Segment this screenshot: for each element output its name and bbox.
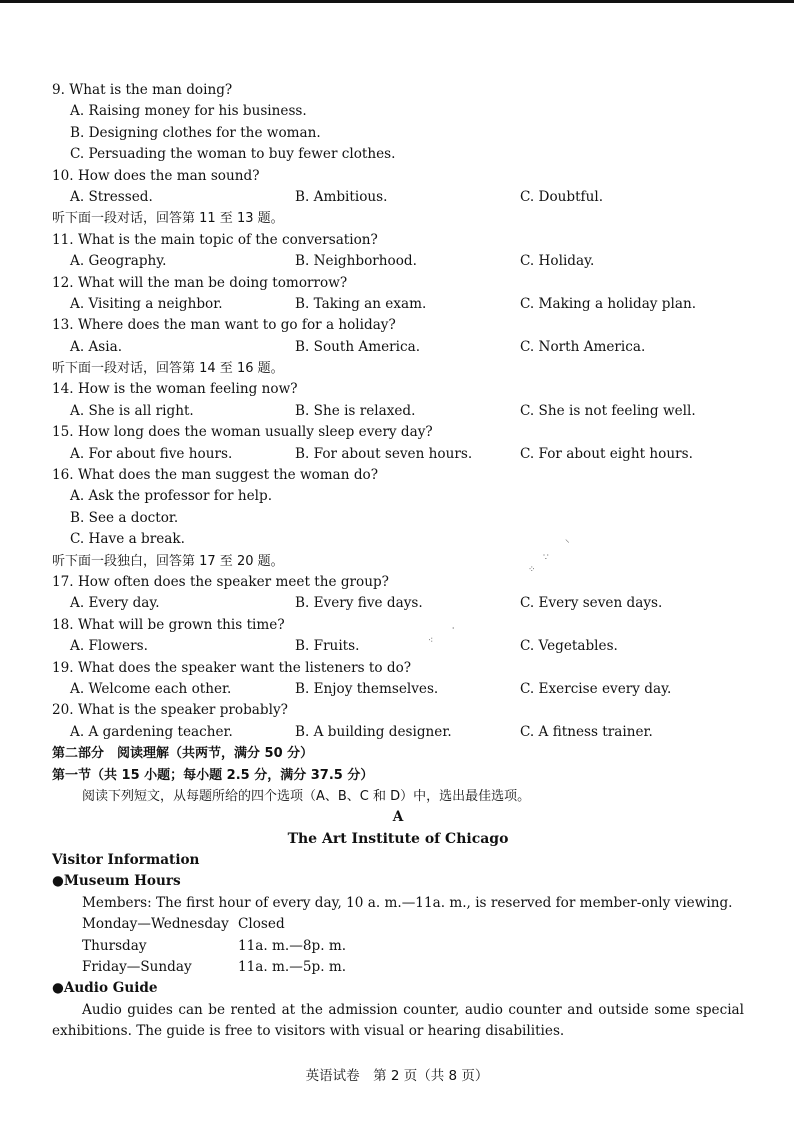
question-9-option-b: B. Designing clothes for the woman. — [70, 124, 321, 141]
question-10-stem: 10. How does the man sound? — [52, 167, 260, 184]
scan-speck: ∵ — [543, 553, 549, 563]
option-b: B. Neighborhood. — [295, 253, 417, 270]
question-11-stem: 11. What is the main topic of the conversation? — [52, 231, 378, 248]
question-16-option-c: C. Have a break. — [70, 531, 185, 548]
option-b: B. Every five days. — [295, 595, 423, 612]
instruction-17-20: 听下面一段独白，回答第 17 至 20 题。 — [52, 553, 284, 569]
question-11-options — [52, 251, 744, 272]
question-19-stem: 19. What does the speaker want the listeners to do? — [52, 659, 412, 676]
hours-day: Thursday — [82, 937, 147, 954]
option-a: A. Asia. — [70, 338, 123, 355]
question-12-options — [52, 294, 744, 315]
instruction-14-16: 听下面一段对话，回答第 14 至 16 题。 — [52, 361, 284, 377]
top-border-line — [0, 0, 794, 3]
hours-day: Monday—Wednesday — [82, 916, 229, 933]
option-b: B. A building designer. — [295, 723, 452, 740]
hours-time: 11a. m.—5p. m. — [238, 959, 347, 976]
option-c: C. Every seven days. — [520, 595, 663, 612]
option-c: C. Doubtful. — [520, 188, 604, 205]
hours-time: 11a. m.—8p. m. — [238, 937, 347, 954]
section-one-heading: 第一节（共 15 小题；每小题 2.5 分，满分 37.5 分） — [52, 767, 374, 783]
option-a: A. Every day. — [70, 595, 160, 612]
members-note: Members: The first hour of every day, 10 a. m.—11a. m., is reserved for member-only viewing. — [82, 894, 733, 911]
option-b: B. For about seven hours. — [295, 445, 473, 462]
question-18-stem: 18. What will be grown this time? — [52, 616, 285, 633]
question-15-options — [52, 444, 744, 465]
question-9-option-c: C. Persuading the woman to buy fewer clothes. — [70, 146, 396, 163]
part-two-heading: 第二部分 阅读理解（共两节，满分 50 分） — [52, 746, 314, 762]
reading-instruction: 阅读下列短文，从每题所给的四个选项（A、B、C 和 D）中，选出最佳选项。 — [82, 788, 531, 804]
question-17-stem: 17. How often does the speaker meet the group? — [52, 573, 389, 590]
passage-letter: A — [392, 809, 404, 826]
question-16-stem: 16. What does the man suggest the woman do? — [52, 467, 379, 484]
hours-row — [52, 914, 744, 935]
passage-title: The Art Institute of Chicago — [287, 830, 509, 847]
option-b: B. Ambitious. — [295, 188, 388, 205]
option-c: C. Exercise every day. — [520, 680, 672, 697]
option-a: A. A gardening teacher. — [70, 723, 233, 740]
hours-time: Closed — [238, 916, 285, 933]
scan-speck: ⁖ — [428, 636, 434, 646]
instruction-11-13: 听下面一段对话，回答第 11 至 13 题。 — [52, 211, 284, 227]
audio-guide-paragraph: Audio guides can be rented at the admission counter, audio counter and outside some special exhibitions. The guide is free to visitors with visual or hearing disabilities. — [52, 1001, 744, 1040]
audio-guide-heading: ●Audio Guide — [52, 980, 158, 997]
question-10-options — [52, 187, 744, 208]
option-b: B. She is relaxed. — [295, 402, 416, 419]
hours-row — [52, 957, 744, 978]
option-a: A. For about five hours. — [70, 445, 233, 462]
question-12-stem: 12. What will the man be doing tomorrow? — [52, 274, 348, 291]
question-9-option-a: A. Raising money for his business. — [70, 103, 307, 120]
question-13-options — [52, 337, 744, 358]
question-9-stem: 9. What is the man doing? — [52, 82, 233, 98]
option-a: A. Visiting a neighbor. — [70, 295, 223, 312]
question-16-option-b: B. See a doctor. — [70, 509, 179, 526]
option-c: C. Holiday. — [520, 253, 595, 270]
question-16-option-a: A. Ask the professor for help. — [70, 488, 273, 505]
option-c: C. North America. — [520, 338, 646, 355]
scan-speck: ⁘ — [528, 565, 536, 575]
question-14-stem: 14. How is the woman feeling now? — [52, 381, 298, 398]
option-c: C. For about eight hours. — [520, 445, 693, 462]
scan-speck: ⸳ — [452, 623, 455, 633]
option-a: A. Flowers. — [70, 638, 148, 655]
question-20-options — [52, 722, 744, 743]
question-19-options — [52, 679, 744, 700]
option-b: B. Enjoy themselves. — [295, 680, 439, 697]
option-c: C. She is not feeling well. — [520, 402, 696, 419]
question-18-options — [52, 636, 744, 657]
option-b: B. Fruits. — [295, 638, 360, 655]
scan-speck: ⸜ — [565, 535, 570, 545]
page-footer: 英语试卷 第 2 页（共 8 页） — [305, 1068, 489, 1084]
option-b: B. Taking an exam. — [295, 295, 427, 312]
option-b: B. South America. — [295, 338, 421, 355]
option-a: A. She is all right. — [70, 402, 194, 419]
hours-row — [52, 936, 744, 957]
option-c: C. Making a holiday plan. — [520, 295, 697, 312]
option-c: C. Vegetables. — [520, 638, 618, 655]
hours-day: Friday—Sunday — [82, 959, 192, 976]
visitor-information-heading: Visitor Information — [52, 852, 200, 869]
question-17-options — [52, 593, 744, 614]
museum-hours-heading: ●Museum Hours — [52, 873, 181, 890]
question-13-stem: 13. Where does the man want to go for a holiday? — [52, 317, 396, 334]
option-a: A. Welcome each other. — [70, 680, 232, 697]
option-a: A. Geography. — [70, 253, 167, 270]
exam-page-content — [52, 80, 744, 1043]
question-20-stem: 20. What is the speaker probably? — [52, 702, 288, 719]
option-a: A. Stressed. — [70, 188, 153, 205]
question-14-options — [52, 401, 744, 422]
question-15-stem: 15. How long does the woman usually sleep every day? — [52, 424, 433, 441]
option-c: C. A fitness trainer. — [520, 723, 653, 740]
